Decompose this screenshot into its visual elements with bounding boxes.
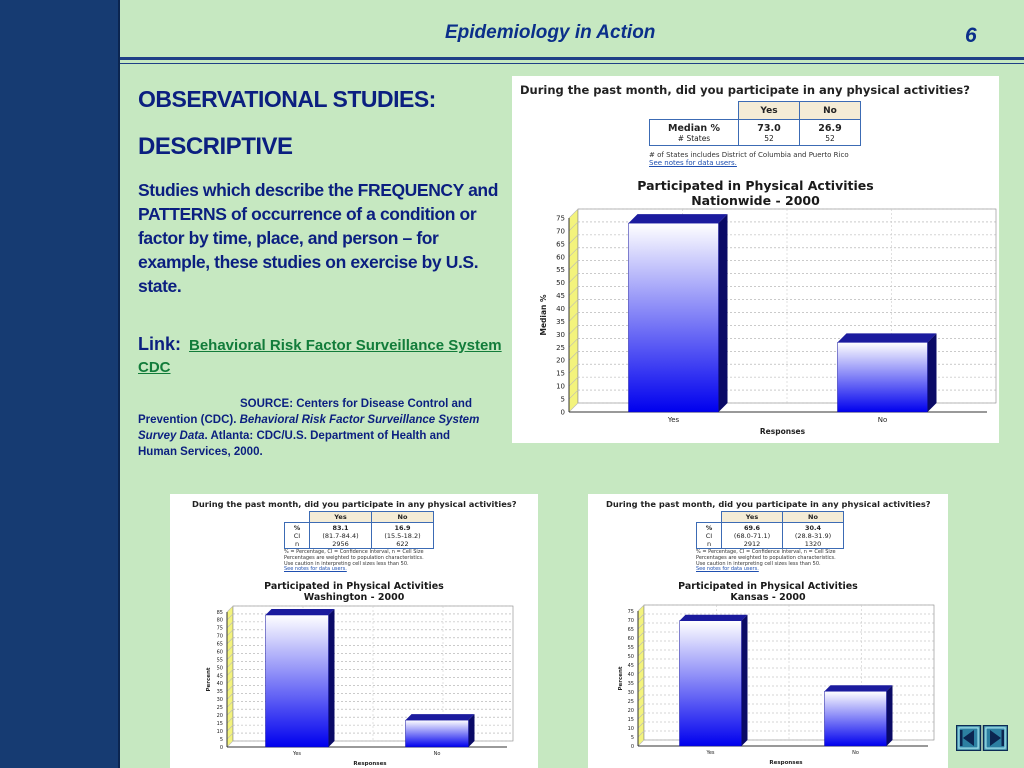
y-tick-label: 80	[216, 617, 223, 624]
y-tick-label: 60	[556, 253, 565, 262]
y-tick-label: 40	[216, 681, 223, 688]
source-citation	[138, 396, 486, 460]
y-tick-label: 5	[219, 736, 223, 743]
question-text: During the past month, did you participate in any physical activities?	[192, 499, 517, 509]
x-tick-label: Yes	[667, 416, 680, 424]
prev-button[interactable]	[957, 726, 981, 751]
bar-top	[266, 609, 335, 615]
brfss-link[interactable]: Behavioral Risk Factor Surveillance System CDC	[138, 337, 502, 376]
page-number: 6	[965, 24, 977, 47]
bar-side	[329, 609, 335, 747]
bar-top	[825, 685, 893, 691]
bar-no	[825, 691, 887, 746]
data-users-link[interactable]: See notes for data users.	[696, 566, 759, 573]
bar-yes	[266, 615, 329, 747]
y-tick-label: 60	[216, 649, 223, 656]
y-tick-label: 50	[216, 665, 223, 672]
y-tick-label: 65	[216, 641, 223, 648]
y-tick-label: 40	[556, 304, 565, 313]
y-tick-label: 0	[560, 408, 565, 417]
y-tick-label: 20	[627, 707, 634, 714]
table-notes: % = Percentage, CI = Confidence Interval, n = Cell Size Percentages are weighted to population characteristics. Use caution in interpreting cell sizes less than 50. See notes for data users.	[696, 549, 836, 573]
y-tick-label: 55	[627, 644, 634, 651]
y-tick-label: 55	[216, 657, 223, 664]
y-tick-label: 25	[627, 698, 634, 705]
y-tick-label: 0	[219, 744, 223, 751]
bar-side	[928, 333, 937, 412]
y-axis-label: Percent	[206, 667, 212, 692]
col-yes: Yes	[310, 512, 372, 523]
cell-no: 30.4 (28.8-31.9) 1320	[783, 523, 844, 549]
x-axis-label: Responses	[759, 427, 806, 436]
chart-panel-nationwide	[512, 76, 999, 443]
bar-no	[838, 342, 928, 412]
bar-side	[887, 685, 893, 746]
x-tick-label: No	[433, 751, 441, 757]
y-tick-label: 60	[627, 635, 634, 642]
bar-top	[680, 615, 748, 621]
y-tick-label: 15	[627, 716, 634, 723]
y-axis-label: Percent	[618, 666, 624, 691]
bar-top	[406, 714, 475, 720]
x-tick-label: No	[877, 416, 888, 424]
y-tick-label: 10	[216, 728, 223, 735]
y-tick-label: 25	[216, 705, 223, 712]
y-tick-label: 35	[556, 317, 565, 326]
data-users-link[interactable]: See notes for data users.	[649, 159, 737, 168]
bar-chart-nationwide	[512, 76, 999, 443]
y-tick-label: 15	[216, 720, 223, 727]
y-tick-label: 20	[216, 712, 223, 719]
y-tick-label: 55	[556, 266, 565, 275]
left-sidebar	[0, 0, 120, 768]
y-tick-label: 5	[560, 395, 565, 404]
col-no: No	[800, 102, 861, 120]
y-tick-label: 45	[627, 662, 634, 669]
chart-title: Participated in Physical Activities Washington - 2000	[264, 581, 444, 604]
y-tick-label: 75	[216, 625, 223, 632]
chart-panel-washington	[170, 494, 538, 768]
table-notes: % = Percentage, CI = Confidence Interval, n = Cell Size Percentages are weighted to population characteristics. Use caution in interpreting cell sizes less than 50. See notes for data users.	[284, 549, 424, 573]
heading-descriptive: DESCRIPTIVE	[138, 133, 293, 160]
col-yes: Yes	[722, 512, 783, 523]
bar-side	[719, 214, 728, 412]
cell-no: 16.9 (15.5-18.2) 622	[372, 523, 434, 549]
chart-title: Participated in Physical Activities Kansas - 2000	[678, 581, 858, 604]
col-no: No	[372, 512, 434, 523]
y-tick-label: 5	[630, 734, 634, 741]
heading-observational: OBSERVATIONAL STUDIES:	[138, 86, 436, 112]
y-tick-label: 50	[627, 653, 634, 660]
bar-yes	[680, 621, 742, 746]
row-labels: % CI n	[697, 523, 722, 549]
y-tick-label: 10	[627, 725, 634, 732]
next-button[interactable]	[984, 726, 1008, 751]
y-tick-label: 85	[216, 609, 223, 616]
y-tick-label: 65	[556, 240, 565, 249]
bar-chart-washington	[170, 494, 538, 768]
data-users-link[interactable]: See notes for data users.	[284, 566, 347, 573]
slide-header-title: Epidemiology in Action	[445, 22, 656, 43]
y-tick-label: 20	[556, 356, 565, 365]
y-tick-label: 30	[216, 697, 223, 704]
x-axis-label: Responses	[769, 760, 803, 766]
y-tick-label: 45	[556, 292, 565, 301]
y-tick-label: 45	[216, 673, 223, 680]
y-tick-label: 75	[556, 214, 565, 223]
source-label: SOURCE:	[240, 398, 294, 410]
y-tick-label: 65	[627, 626, 634, 633]
x-tick-label: No	[852, 750, 859, 756]
bar-chart-kansas	[588, 494, 948, 768]
bar-yes	[629, 223, 719, 412]
source-text-2: . Atlanta: CDC/U.S. Department of Health and Human Services, 2000.	[138, 430, 451, 458]
chart-title: Participated in Physical Activities Nationwide - 2000	[637, 178, 874, 208]
y-tick-label: 30	[627, 689, 634, 696]
y-tick-label: 75	[627, 608, 634, 615]
nav-buttons-graphic	[956, 725, 1008, 751]
bar-no	[406, 720, 469, 747]
bar-side	[742, 615, 748, 746]
cell-yes: 69.6 (68.0-71.1) 2912	[722, 523, 783, 549]
y-tick-label: 15	[556, 369, 565, 378]
y-tick-label: 70	[627, 617, 634, 624]
y-tick-label: 10	[556, 382, 565, 391]
header-divider-thin	[120, 63, 1024, 64]
y-tick-label: 70	[556, 227, 565, 236]
y-tick-label: 25	[556, 343, 565, 352]
y-tick-label: 30	[556, 330, 565, 339]
description-text: Studies which describe the FREQUENCY and PATTERNS of occurrence of a condition or factor by time, place, and person – for example, these studies on exercise by U.S. state.	[138, 180, 499, 296]
chart-panel-kansas	[588, 494, 948, 768]
table-notes: # of States includes District of Columbia and Puerto Rico See notes for data users.	[649, 151, 849, 168]
row-label: Median % # States	[650, 120, 739, 146]
cell-yes: 83.1 (81.7-84.4) 2956	[310, 523, 372, 549]
question-text: During the past month, did you participate in any physical activities?	[606, 499, 931, 509]
source-italic: Behavioral Risk Factor Surveillance System Survey Data	[138, 414, 480, 442]
y-axis-label: Median %	[539, 294, 548, 336]
col-yes: Yes	[739, 102, 800, 120]
bar-top	[838, 333, 937, 342]
link-row	[138, 333, 508, 379]
row-labels: % CI n	[285, 523, 310, 549]
source-text-1: Centers for Disease Control and Prevention (CDC).	[138, 398, 472, 426]
bar-top	[629, 214, 728, 223]
x-tick-label: Yes	[706, 750, 715, 756]
cell-no: 26.9 52	[800, 120, 861, 146]
y-tick-label: 70	[216, 633, 223, 640]
y-tick-label: 40	[627, 671, 634, 678]
y-tick-label: 50	[556, 279, 565, 288]
x-axis-label: Responses	[353, 761, 387, 767]
y-tick-label: 35	[627, 680, 634, 687]
link-label: Link:	[138, 334, 181, 354]
col-no: No	[783, 512, 844, 523]
x-tick-label: Yes	[292, 751, 302, 757]
y-tick-label: 35	[216, 689, 223, 696]
cell-yes: 73.0 52	[739, 120, 800, 146]
header-divider	[120, 57, 1024, 60]
y-tick-label: 0	[630, 743, 634, 750]
nav-buttons	[956, 725, 1008, 751]
question-text: During the past month, did you participate in any physical activities?	[520, 83, 970, 97]
